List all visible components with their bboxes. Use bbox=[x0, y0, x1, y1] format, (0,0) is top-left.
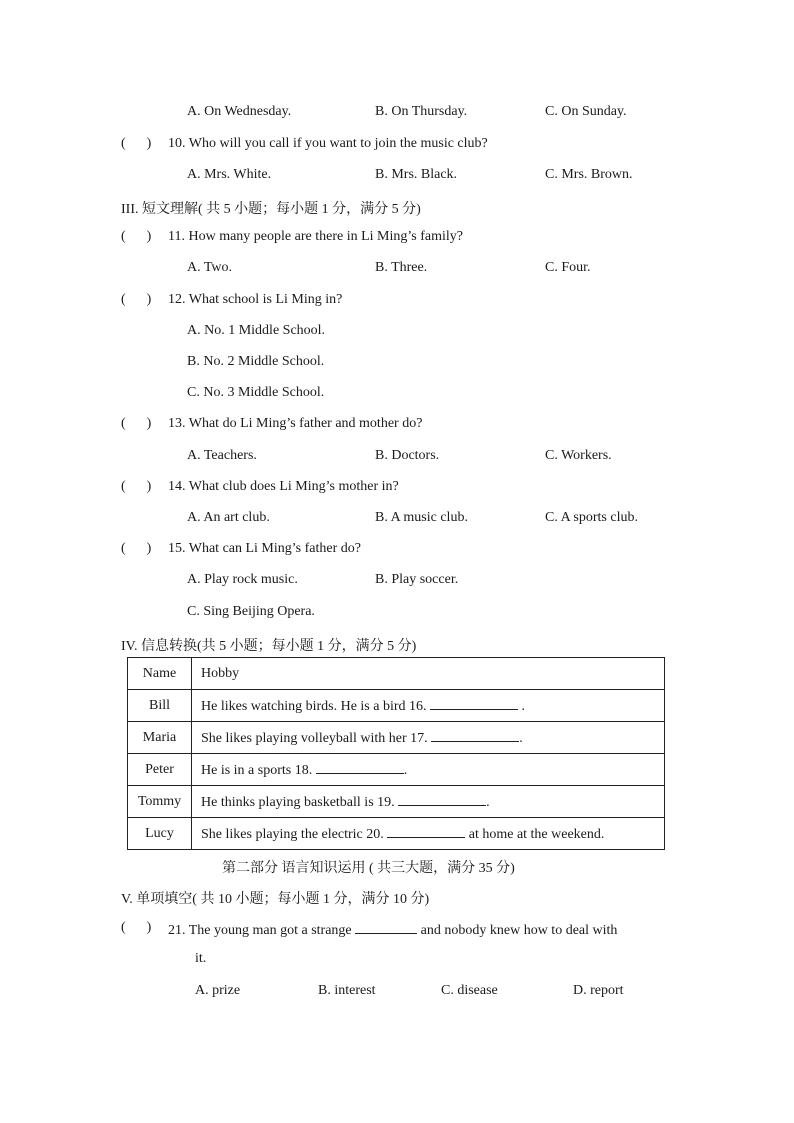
row-text-end: . bbox=[486, 795, 490, 810]
q21-option-a: A. prize bbox=[195, 983, 241, 998]
q21-stem-start: 21. The young man got a strange bbox=[168, 923, 352, 938]
row-name: Lucy bbox=[128, 818, 192, 850]
table-row bbox=[128, 690, 665, 722]
answer-blank-20[interactable] bbox=[387, 824, 465, 838]
answer-blank-21[interactable] bbox=[355, 920, 417, 934]
q14-answer-bracket[interactable]: ( ) bbox=[121, 479, 152, 494]
q10-answer-bracket[interactable]: ( ) bbox=[121, 136, 152, 151]
q21-option-c: C. disease bbox=[441, 983, 498, 998]
row-text: She likes playing volleyball with her 17. bbox=[201, 731, 428, 746]
q12-option-a: A. No. 1 Middle School. bbox=[187, 323, 326, 338]
q12-option-c: C. No. 3 Middle School. bbox=[187, 385, 325, 400]
q15-answer-bracket[interactable]: ( ) bbox=[121, 541, 152, 556]
header-name: Name bbox=[128, 658, 192, 690]
q21-answer-bracket[interactable]: ( ) bbox=[121, 920, 152, 935]
q13-option-c: C. Workers. bbox=[545, 448, 612, 463]
q11-answer-bracket[interactable]: ( ) bbox=[121, 229, 152, 244]
table-row bbox=[128, 818, 665, 850]
q15-option-c: C. Sing Beijing Opera. bbox=[187, 604, 315, 619]
row-name: Maria bbox=[128, 722, 192, 754]
q9-option-b: B. On Thursday. bbox=[375, 104, 468, 119]
row-hobby bbox=[192, 690, 665, 722]
header-hobby: Hobby bbox=[192, 658, 665, 690]
q21-option-b: B. interest bbox=[318, 983, 376, 998]
q13-stem: 13. What do Li Ming’s father and mother do? bbox=[168, 416, 423, 431]
q14-option-b: B. A music club. bbox=[375, 510, 468, 525]
row-hobby bbox=[192, 786, 665, 818]
answer-blank-16[interactable] bbox=[430, 696, 518, 710]
q10-option-a: A. Mrs. White. bbox=[187, 167, 272, 182]
q15-option-a: A. Play rock music. bbox=[187, 572, 298, 587]
row-text: She likes playing the electric 20. bbox=[201, 827, 384, 842]
q21-stem bbox=[168, 920, 617, 939]
q13-option-a: A. Teachers. bbox=[187, 448, 257, 463]
q11-stem: 11. How many people are there in Li Ming’s family? bbox=[168, 229, 463, 244]
q12-stem: 12. What school is Li Ming in? bbox=[168, 292, 343, 307]
q9-option-a: A. On Wednesday. bbox=[187, 104, 292, 119]
section3-title: III. 短文理解( 共 5 小题；每小题 1 分，满分 5 分) bbox=[121, 202, 421, 217]
q9-option-c: C. On Sunday. bbox=[545, 104, 627, 119]
q12-answer-bracket[interactable]: ( ) bbox=[121, 292, 152, 307]
row-name: Peter bbox=[128, 754, 192, 786]
q12-option-b: B. No. 2 Middle School. bbox=[187, 354, 325, 369]
row-text-end: . bbox=[518, 699, 526, 714]
row-text-end: at home at the weekend. bbox=[465, 827, 605, 842]
q15-option-b: B. Play soccer. bbox=[375, 572, 459, 587]
row-text-end: . bbox=[403, 763, 408, 778]
q21-stem-continued: it. bbox=[195, 951, 207, 966]
row-text: He thinks playing basketball is 19. bbox=[201, 795, 395, 810]
hobby-table bbox=[127, 657, 665, 850]
q13-option-b: B. Doctors. bbox=[375, 448, 440, 463]
row-text-end: . bbox=[519, 731, 523, 746]
row-hobby bbox=[192, 754, 665, 786]
table-row bbox=[128, 722, 665, 754]
row-name: Bill bbox=[128, 690, 192, 722]
part2-title: 第二部分 语言知识运用 ( 共三大题，满分 35 分) bbox=[222, 861, 515, 876]
section4-title: IV. 信息转换(共 5 小题；每小题 1 分，满分 5 分) bbox=[121, 639, 417, 654]
row-text: He is in a sports 18. bbox=[201, 763, 313, 778]
answer-blank-18[interactable] bbox=[316, 760, 404, 774]
row-hobby bbox=[192, 722, 665, 754]
row-name: Tommy bbox=[128, 786, 192, 818]
q11-option-b: B. Three. bbox=[375, 260, 428, 275]
section5-title: V. 单项填空( 共 10 小题；每小题 1 分，满分 10 分) bbox=[121, 892, 430, 907]
q10-option-b: B. Mrs. Black. bbox=[375, 167, 458, 182]
answer-blank-19[interactable] bbox=[398, 792, 486, 806]
table-row bbox=[128, 754, 665, 786]
row-hobby bbox=[192, 818, 665, 850]
table-header-row bbox=[128, 658, 665, 690]
table-row bbox=[128, 786, 665, 818]
answer-blank-17[interactable] bbox=[431, 728, 519, 742]
q13-answer-bracket[interactable]: ( ) bbox=[121, 416, 152, 431]
q11-option-c: C. Four. bbox=[545, 260, 591, 275]
q14-option-a: A. An art club. bbox=[187, 510, 270, 525]
q15-stem: 15. What can Li Ming’s father do? bbox=[168, 541, 361, 556]
q21-stem-end: and nobody knew how to deal with bbox=[420, 923, 618, 938]
row-text: He likes watching birds. He is a bird 16. bbox=[201, 699, 427, 714]
q21-option-d: D. report bbox=[573, 983, 624, 998]
q10-stem: 10. Who will you call if you want to join the music club? bbox=[168, 136, 488, 151]
q10-option-c: C. Mrs. Brown. bbox=[545, 167, 633, 182]
q14-stem: 14. What club does Li Ming’s mother in? bbox=[168, 479, 399, 494]
q14-option-c: C. A sports club. bbox=[545, 510, 638, 525]
q11-option-a: A. Two. bbox=[187, 260, 233, 275]
